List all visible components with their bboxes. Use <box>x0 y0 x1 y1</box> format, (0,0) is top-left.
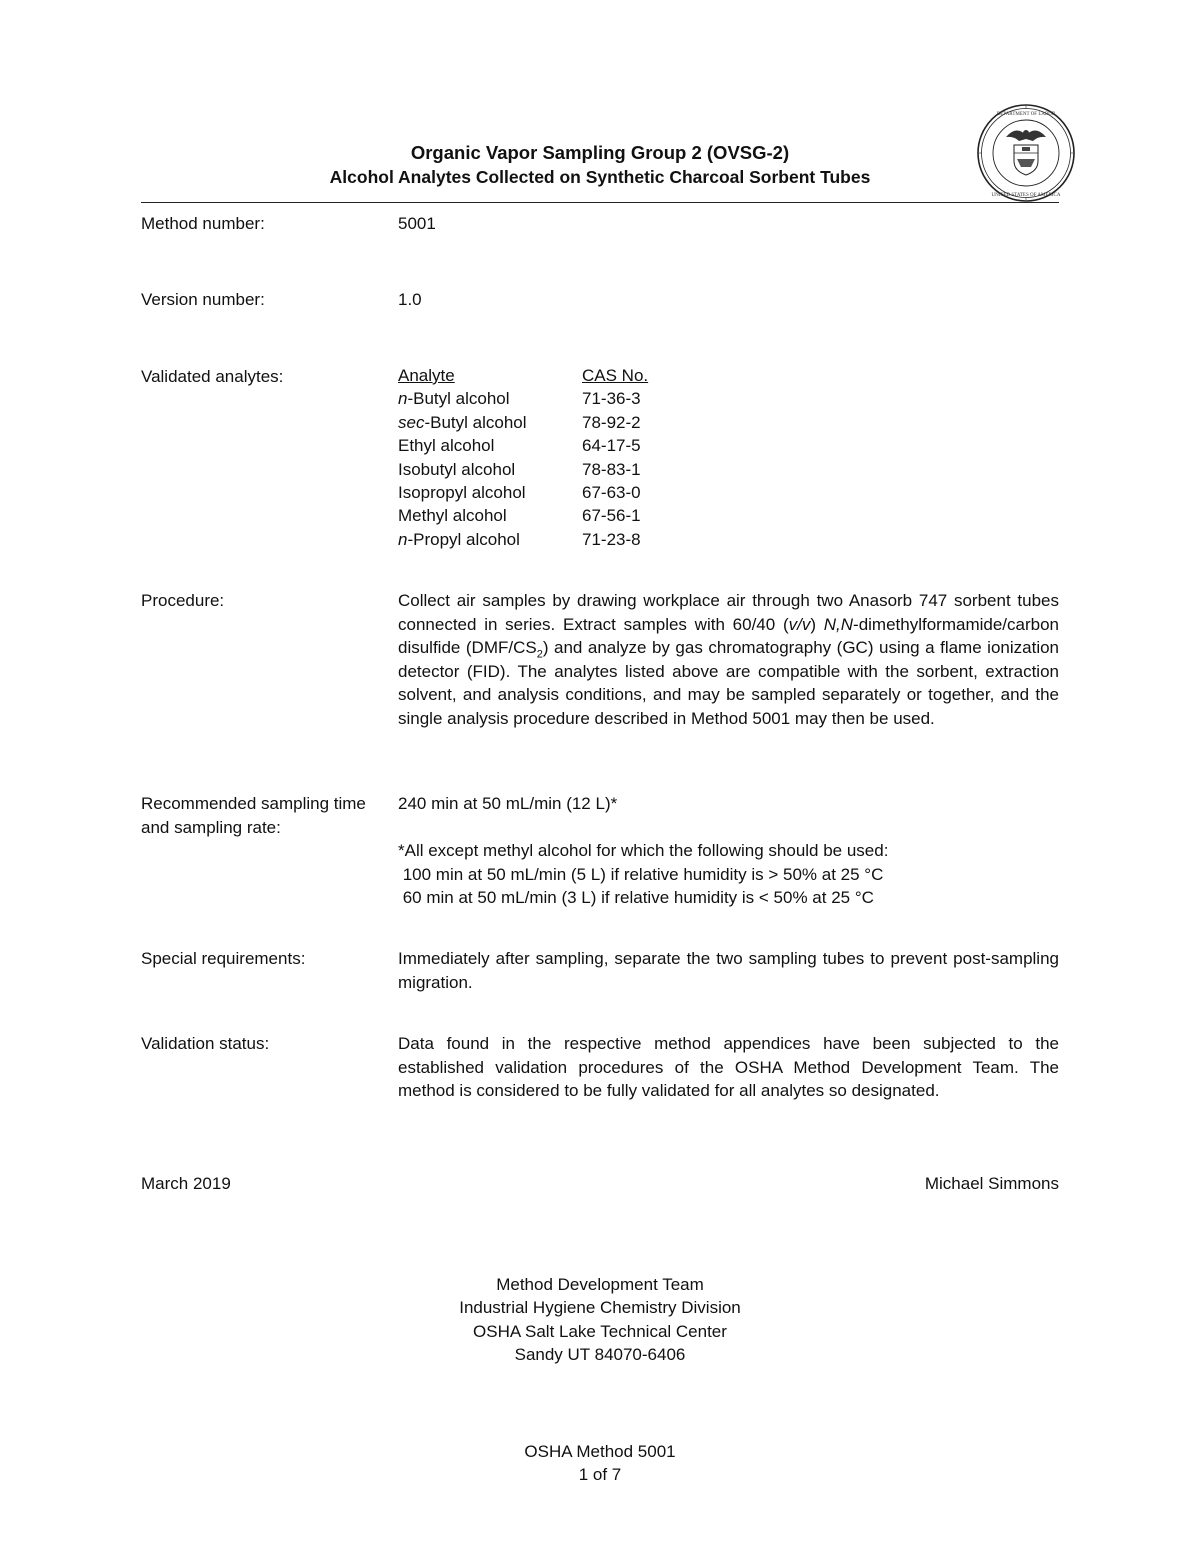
analyte-name: n-Butyl alcohol <box>398 389 510 409</box>
analyte-table-header <box>398 364 648 387</box>
analyte-cas-number: 78-92-2 <box>582 412 641 432</box>
validation-status-text: Data found in the respective method appendices have been subjected to the established validation procedures of the OSHA Method Development Team. The method is considered to be fully validated for all analytes so designated. <box>398 1034 1059 1100</box>
analyte-table-body <box>398 387 648 551</box>
sampling-label: Recommended sampling time and sampling rate: <box>141 794 366 837</box>
analyte-row <box>398 387 648 410</box>
analyte-cas-number: 67-56-1 <box>582 506 641 526</box>
analyte-row <box>398 528 648 551</box>
analyte-row <box>398 434 648 457</box>
organization-block: Method Development Team Industrial Hygiene Chemistry Division OSHA Salt Lake Technical Center Sandy UT 84070-6406 <box>459 1275 741 1365</box>
special-requirements-text: Immediately after sampling, separate the two sampling tubes to prevent post-sampling migration. <box>398 949 1059 992</box>
document-title: Organic Vapor Sampling Group 2 (OVSG-2) <box>410 142 790 163</box>
footer-method: OSHA Method 5001 <box>524 1442 676 1461</box>
validated-analytes-label: Validated analytes: <box>141 367 284 386</box>
method-number-label: Method number: <box>141 214 265 233</box>
svg-text:UNITED STATES OF AMERICA: UNITED STATES OF AMERICA <box>991 193 1061 198</box>
header-divider <box>141 202 1059 203</box>
document-subtitle: Alcohol Analytes Collected on Synthetic Charcoal Sorbent Tubes <box>329 167 871 187</box>
analyte-name: sec-Butyl alcohol <box>398 412 527 432</box>
analyte-cas-number: 71-23-8 <box>582 529 641 549</box>
procedure-label: Procedure: <box>141 591 225 610</box>
analyte-row <box>398 458 648 481</box>
page-number: 1 of 7 <box>578 1465 622 1485</box>
special-requirements-label: Special requirements: <box>141 949 306 968</box>
method-number-value: 5001 <box>398 214 436 233</box>
document-header <box>141 141 1059 189</box>
analyte-row <box>398 481 648 504</box>
svg-text:DEPARTMENT OF LABOR: DEPARTMENT OF LABOR <box>996 112 1056 117</box>
sampling-note: *All except methyl alcohol for which the following should be used: 100 min at 50 mL/min (5 L) if relative humidity is > 50% at 25 °C 60 min at 50 mL/min (3 L) if relative humidity is < 50% at 25 °C <box>398 841 889 907</box>
procedure-text: Collect air samples by drawing workplace air through two Anasorb 747 sorbent tubes connected in series. Extract samples with 60/40 (v/v) N,N-dimethylformamide/carbon disulfide $(DMF/CS_2)$ and analyze by gas chromatography (GC) using a flame ionization detector (FID). The analytes listed above are compatible with the sorbent, extraction solvent, and analysis conditions, and may be sampled separately or together, and the single analysis procedure described in Method 5001 may then be used. <box>398 591 1059 728</box>
analyte-column-header: Analyte <box>398 366 455 385</box>
analyte-name: Isopropyl alcohol <box>398 483 526 503</box>
analyte-row <box>398 411 648 434</box>
analyte-table <box>398 364 648 551</box>
department-of-labor-seal-icon <box>976 103 1076 203</box>
analyte-row <box>398 504 648 527</box>
validation-status-label: Validation status: <box>141 1034 270 1053</box>
analyte-cas-number: 64-17-5 <box>582 436 641 456</box>
analyte-cas-number: 78-83-1 <box>582 459 641 479</box>
analyte-cas-number: 71-36-3 <box>582 389 641 409</box>
document-date: March 2019 <box>141 1174 231 1193</box>
document-author: Michael Simmons <box>924 1174 1059 1193</box>
analyte-name: n-Propyl alcohol <box>398 529 520 549</box>
analyte-name: Isobutyl alcohol <box>398 459 516 479</box>
analyte-name: Methyl alcohol <box>398 506 507 526</box>
page-footer <box>141 1440 1059 1487</box>
sampling-value: 240 min at 50 mL/min (12 L)* <box>398 794 618 813</box>
version-number-label: Version number: <box>141 290 265 309</box>
version-number-value: 1.0 <box>398 290 422 309</box>
analyte-cas-number: 67-63-0 <box>582 483 641 503</box>
cas-column-header: CAS No. <box>582 366 649 385</box>
analyte-name: Ethyl alcohol <box>398 436 495 456</box>
